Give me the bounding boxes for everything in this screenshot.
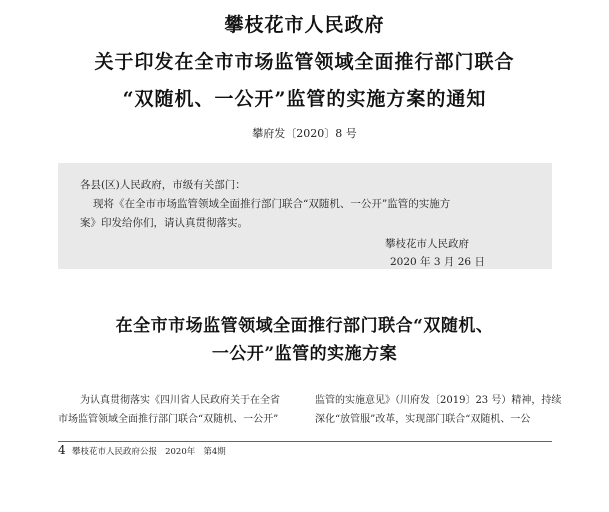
document-number: 攀府发〔2020〕8 号 [252,127,357,140]
body-col2-line-1: 监管的实施意见》（川府发〔2019〕23 号）精神，持续 [315,395,562,406]
notice-addressee: 各县(区)人民政府，市级有关部门： [80,179,246,191]
plan-title-line-2: 一公开”监管的实施方案 [211,344,398,364]
issuer-heading: 攀枝花市人民政府 [224,14,385,36]
plan-title-line-1: 在全市市场监管领域全面推行部门联合“双随机、 [115,316,494,336]
notice-title-line-1: 关于印发在全市市场监管领域全面推行部门联合 [94,51,515,73]
signature-date: 2020 年 3 月 26 日 [390,256,485,268]
signature-organization: 攀枝花市人民政府 [385,238,469,250]
footer-divider [58,441,552,442]
page-number: 4 [58,443,66,457]
notice-body-line-1: 现将《在全市市场监管领域全面推行部门联合“双随机、一公开”监管的实施方 [93,198,451,210]
notice-body-line-2: 案》印发给你们，请认真贯彻落实。 [80,217,248,229]
footer-publication-info: 攀枝花市人民政府公报 2020年 第4期 [72,447,226,457]
notice-title-line-2: “双随机、一公开”监管的实施方案的通知 [122,88,487,110]
body-col2-line-2: 深化“放管服”改革，实现部门联合“双随机、一公 [315,414,531,425]
body-col1-line-1: 为认真贯彻落实《四川省人民政府关于在全省 [80,395,280,406]
body-col1-line-2: 市场监管领域全面推行部门联合“双随机、一公开” [58,414,279,425]
